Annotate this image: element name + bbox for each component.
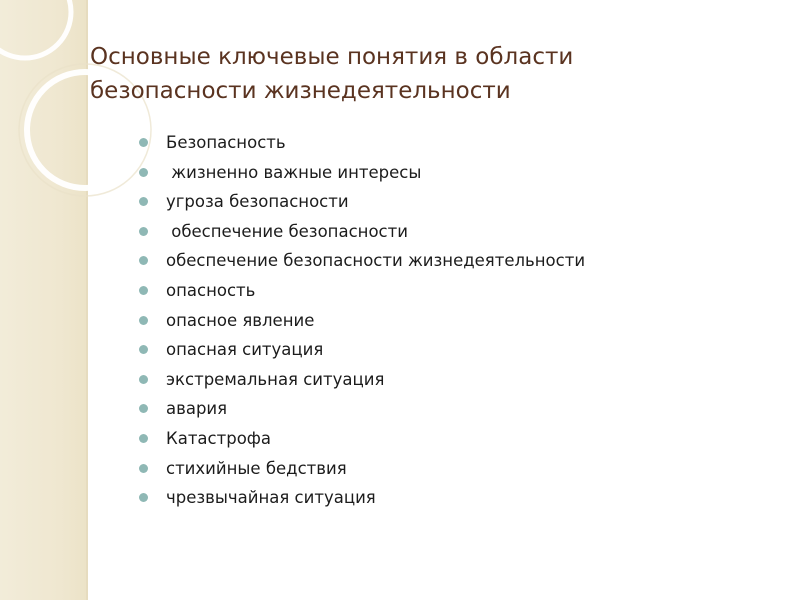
- list-item-text: опасное явление: [166, 310, 315, 330]
- circle-bullet-icon: [139, 168, 148, 177]
- concept-list: [137, 128, 585, 513]
- list-item: [137, 158, 585, 188]
- list-item: [137, 306, 585, 336]
- list-item: [137, 454, 585, 484]
- slide-title-line-1: Основные ключевые понятия в области: [90, 44, 574, 70]
- circle-bullet-icon: [139, 345, 148, 354]
- list-item-text: угроза безопасности: [166, 192, 349, 212]
- slide-title-line-2: безопасности жизнедеятельности: [90, 78, 511, 104]
- circle-bullet-icon: [139, 434, 148, 443]
- list-item: [137, 483, 585, 513]
- list-item-text: опасность: [166, 280, 256, 300]
- list-item-text: Безопасность: [166, 133, 286, 152]
- list-item: [137, 246, 585, 276]
- slide-title: [90, 40, 770, 108]
- list-item: [137, 187, 585, 217]
- circle-bullet-icon: [139, 493, 148, 502]
- list-item-text: Катастрофа: [166, 428, 272, 448]
- list-item-text: жизненно важные интересы: [166, 162, 422, 182]
- circle-bullet-icon: [139, 197, 148, 206]
- list-item: [137, 365, 585, 395]
- list-item: [137, 217, 585, 247]
- list-item-text: экстремальная ситуация: [166, 369, 385, 389]
- circle-bullet-icon: [139, 138, 148, 147]
- list-item: [137, 394, 585, 424]
- circle-bullet-icon: [139, 375, 148, 384]
- list-item-text: опасная ситуация: [166, 340, 324, 360]
- list-item-text: чрезвычайная ситуация: [166, 488, 376, 508]
- list-item-text: обеспечение безопасности: [166, 221, 408, 241]
- list-item: [137, 128, 585, 158]
- circle-bullet-icon: [139, 316, 148, 325]
- circle-bullet-icon: [139, 404, 148, 413]
- list-item-text: стихийные бедствия: [166, 458, 347, 478]
- list-item-text: авария: [166, 399, 228, 419]
- circle-bullet-icon: [139, 464, 148, 473]
- list-item-text: обеспечение безопасности жизнедеятельности: [166, 251, 586, 271]
- circle-bullet-icon: [139, 227, 148, 236]
- list-item: [137, 276, 585, 306]
- list-item: [137, 335, 585, 365]
- circle-bullet-icon: [139, 286, 148, 295]
- circle-bullet-icon: [139, 256, 148, 265]
- list-item: [137, 424, 585, 454]
